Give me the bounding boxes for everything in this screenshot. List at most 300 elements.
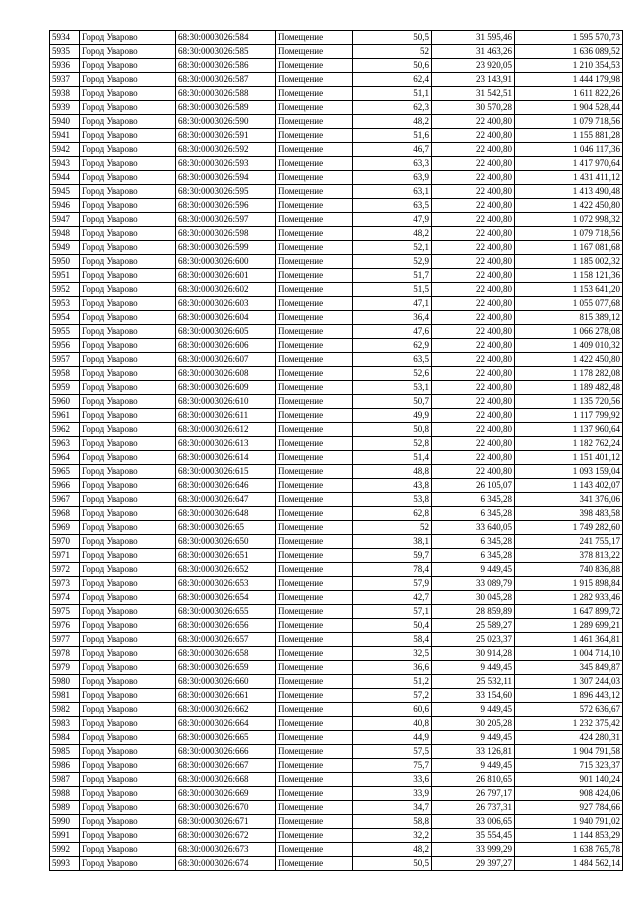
cadastral-value-cell: 1 749 282,60 — [515, 521, 623, 535]
object-type-cell: Помещение — [276, 283, 353, 297]
unit-price-cell: 22 400,80 — [432, 451, 515, 465]
area-cell: 33,9 — [353, 787, 432, 801]
area-cell: 63,3 — [353, 157, 432, 171]
unit-price-cell: 6 345,28 — [432, 493, 515, 507]
object-type-cell: Помещение — [276, 535, 353, 549]
cadastral-number-cell: 68:30:0003026:599 — [176, 241, 276, 255]
cadastral-value-cell: 1 066 278,08 — [515, 325, 623, 339]
cadastral-number-cell: 68:30:0003026:674 — [176, 857, 276, 871]
cadastral-number-cell: 68:30:0003026:653 — [176, 577, 276, 591]
cadastral-number-cell: 68:30:0003026:662 — [176, 703, 276, 717]
area-cell: 59,7 — [353, 549, 432, 563]
city-cell: Город Уварово — [80, 689, 176, 703]
area-cell: 51,1 — [353, 87, 432, 101]
table-row — [50, 521, 623, 535]
cadastral-number-cell: 68:30:0003026:661 — [176, 689, 276, 703]
object-type-cell: Помещение — [276, 115, 353, 129]
object-type-cell: Помещение — [276, 87, 353, 101]
cadastral-value-cell: 1 444 179,98 — [515, 73, 623, 87]
cadastral-number-cell: 68:30:0003026:585 — [176, 45, 276, 59]
cadastral-number-cell: 68:30:0003026:595 — [176, 185, 276, 199]
object-type-cell: Помещение — [276, 465, 353, 479]
cadastral-number-cell: 68:30:0003026:597 — [176, 213, 276, 227]
object-type-cell: Помещение — [276, 73, 353, 87]
unit-price-cell: 22 400,80 — [432, 437, 515, 451]
table-row — [50, 311, 623, 325]
cadastral-value-cell: 1 915 898,84 — [515, 577, 623, 591]
city-cell: Город Уварово — [80, 59, 176, 73]
area-cell: 57,1 — [353, 605, 432, 619]
row-number-cell: 5952 — [50, 283, 80, 297]
cadastral-number-cell: 68:30:0003026:587 — [176, 73, 276, 87]
table-row — [50, 633, 623, 647]
unit-price-cell: 25 023,37 — [432, 633, 515, 647]
table-row — [50, 619, 623, 633]
city-cell: Город Уварово — [80, 283, 176, 297]
cadastral-number-cell: 68:30:0003026:596 — [176, 199, 276, 213]
row-number-cell: 5955 — [50, 325, 80, 339]
table-row — [50, 759, 623, 773]
unit-price-cell: 23 143,91 — [432, 73, 515, 87]
object-type-cell: Помещение — [276, 815, 353, 829]
table-row — [50, 31, 623, 45]
unit-price-cell: 26 810,65 — [432, 773, 515, 787]
cadastral-number-cell: 68:30:0003026:670 — [176, 801, 276, 815]
city-cell: Город Уварово — [80, 31, 176, 45]
table-row — [50, 353, 623, 367]
cadastral-value-cell: 1 155 881,28 — [515, 129, 623, 143]
city-cell: Город Уварово — [80, 591, 176, 605]
table-row — [50, 409, 623, 423]
city-cell: Город Уварово — [80, 815, 176, 829]
unit-price-cell: 33 126,81 — [432, 745, 515, 759]
area-cell: 78,4 — [353, 563, 432, 577]
object-type-cell: Помещение — [276, 185, 353, 199]
cadastral-value-cell: 1 135 720,56 — [515, 395, 623, 409]
cadastral-value-cell: 1 647 899,72 — [515, 605, 623, 619]
cadastral-number-cell: 68:30:0003026:65 — [176, 521, 276, 535]
table-row — [50, 465, 623, 479]
area-cell: 62,8 — [353, 507, 432, 521]
object-type-cell: Помещение — [276, 45, 353, 59]
table-row — [50, 115, 623, 129]
table-row — [50, 787, 623, 801]
object-type-cell: Помещение — [276, 367, 353, 381]
row-number-cell: 5966 — [50, 479, 80, 493]
city-cell: Город Уварово — [80, 269, 176, 283]
area-cell: 53,1 — [353, 381, 432, 395]
table-row — [50, 535, 623, 549]
cadastral-number-cell: 68:30:0003026:594 — [176, 171, 276, 185]
cadastral-value-cell: 1 431 411,12 — [515, 171, 623, 185]
cadastral-value-cell: 1 178 282,08 — [515, 367, 623, 381]
object-type-cell: Помещение — [276, 647, 353, 661]
cadastral-value-cell: 740 836,88 — [515, 563, 623, 577]
area-cell: 44,9 — [353, 731, 432, 745]
row-number-cell: 5936 — [50, 59, 80, 73]
area-cell: 63,5 — [353, 353, 432, 367]
cadastral-number-cell: 68:30:0003026:593 — [176, 157, 276, 171]
cadastral-value-cell: 1 422 450,80 — [515, 199, 623, 213]
unit-price-cell: 9 449,45 — [432, 759, 515, 773]
city-cell: Город Уварово — [80, 45, 176, 59]
area-cell: 62,4 — [353, 73, 432, 87]
area-cell: 58,8 — [353, 815, 432, 829]
cadastral-value-cell: 1 210 354,53 — [515, 59, 623, 73]
area-cell: 51,4 — [353, 451, 432, 465]
area-cell: 47,6 — [353, 325, 432, 339]
cadastral-value-cell: 1 636 089,52 — [515, 45, 623, 59]
city-cell: Город Уварово — [80, 507, 176, 521]
table-row — [50, 325, 623, 339]
cadastral-value-cell: 1 413 490,48 — [515, 185, 623, 199]
row-number-cell: 5979 — [50, 661, 80, 675]
city-cell: Город Уварово — [80, 325, 176, 339]
row-number-cell: 5957 — [50, 353, 80, 367]
cadastral-value-cell: 1 144 853,29 — [515, 829, 623, 843]
object-type-cell: Помещение — [276, 563, 353, 577]
area-cell: 48,2 — [353, 843, 432, 857]
row-number-cell: 5984 — [50, 731, 80, 745]
cadastral-number-cell: 68:30:0003026:615 — [176, 465, 276, 479]
cadastral-value-cell: 1 167 081,68 — [515, 241, 623, 255]
row-number-cell: 5948 — [50, 227, 80, 241]
row-number-cell: 5980 — [50, 675, 80, 689]
city-cell: Город Уварово — [80, 423, 176, 437]
area-cell: 75,7 — [353, 759, 432, 773]
object-type-cell: Помещение — [276, 801, 353, 815]
area-cell: 48,2 — [353, 115, 432, 129]
city-cell: Город Уварово — [80, 339, 176, 353]
cadastral-number-cell: 68:30:0003026:610 — [176, 395, 276, 409]
cadastral-number-cell: 68:30:0003026:611 — [176, 409, 276, 423]
row-number-cell: 5991 — [50, 829, 80, 843]
table-row — [50, 381, 623, 395]
city-cell: Город Уварово — [80, 73, 176, 87]
table-row — [50, 843, 623, 857]
cadastral-value-cell: 815 389,12 — [515, 311, 623, 325]
row-number-cell: 5941 — [50, 129, 80, 143]
unit-price-cell: 28 859,89 — [432, 605, 515, 619]
cadastral-value-cell: 1 409 010,32 — [515, 339, 623, 353]
area-cell: 51,7 — [353, 269, 432, 283]
area-cell: 36,4 — [353, 311, 432, 325]
unit-price-cell: 22 400,80 — [432, 353, 515, 367]
cadastral-value-cell: 1 461 364,81 — [515, 633, 623, 647]
table-row — [50, 493, 623, 507]
city-cell: Город Уварово — [80, 143, 176, 157]
unit-price-cell: 22 400,80 — [432, 423, 515, 437]
area-cell: 51,2 — [353, 675, 432, 689]
table-row — [50, 339, 623, 353]
city-cell: Город Уварово — [80, 647, 176, 661]
object-type-cell: Помещение — [276, 633, 353, 647]
cadastral-value-cell: 1 158 121,36 — [515, 269, 623, 283]
cadastral-value-cell: 424 280,31 — [515, 731, 623, 745]
row-number-cell: 5940 — [50, 115, 80, 129]
unit-price-cell: 22 400,80 — [432, 269, 515, 283]
area-cell: 50,5 — [353, 31, 432, 45]
cadastral-number-cell: 68:30:0003026:648 — [176, 507, 276, 521]
cadastral-number-cell: 68:30:0003026:588 — [176, 87, 276, 101]
cadastral-value-cell: 1 282 933,46 — [515, 591, 623, 605]
table-row — [50, 647, 623, 661]
table-row — [50, 269, 623, 283]
city-cell: Город Уварово — [80, 549, 176, 563]
row-number-cell: 5951 — [50, 269, 80, 283]
cadastral-number-cell: 68:30:0003026:658 — [176, 647, 276, 661]
object-type-cell: Помещение — [276, 829, 353, 843]
unit-price-cell: 9 449,45 — [432, 661, 515, 675]
unit-price-cell: 33 640,05 — [432, 521, 515, 535]
unit-price-cell: 22 400,80 — [432, 283, 515, 297]
row-number-cell: 5954 — [50, 311, 80, 325]
table-row — [50, 213, 623, 227]
area-cell: 48,8 — [353, 465, 432, 479]
area-cell: 50,8 — [353, 423, 432, 437]
row-number-cell: 5938 — [50, 87, 80, 101]
row-number-cell: 5982 — [50, 703, 80, 717]
unit-price-cell: 35 554,45 — [432, 829, 515, 843]
city-cell: Город Уварово — [80, 717, 176, 731]
cadastral-number-cell: 68:30:0003026:655 — [176, 605, 276, 619]
unit-price-cell: 22 400,80 — [432, 255, 515, 269]
unit-price-cell: 22 400,80 — [432, 171, 515, 185]
cadastral-number-cell: 68:30:0003026:647 — [176, 493, 276, 507]
area-cell: 50,5 — [353, 857, 432, 871]
city-cell: Город Уварово — [80, 605, 176, 619]
unit-price-cell: 22 400,80 — [432, 241, 515, 255]
object-type-cell: Помещение — [276, 437, 353, 451]
unit-price-cell: 22 400,80 — [432, 465, 515, 479]
cadastral-value-cell: 1 079 718,56 — [515, 227, 623, 241]
object-type-cell: Помещение — [276, 773, 353, 787]
table-row — [50, 185, 623, 199]
object-type-cell: Помещение — [276, 787, 353, 801]
area-cell: 49,9 — [353, 409, 432, 423]
cadastral-number-cell: 68:30:0003026:654 — [176, 591, 276, 605]
table-row — [50, 857, 623, 871]
row-number-cell: 5947 — [50, 213, 80, 227]
area-cell: 63,1 — [353, 185, 432, 199]
table-row — [50, 297, 623, 311]
city-cell: Город Уварово — [80, 213, 176, 227]
area-cell: 57,2 — [353, 689, 432, 703]
table-row — [50, 451, 623, 465]
table-row — [50, 129, 623, 143]
city-cell: Город Уварово — [80, 101, 176, 115]
table-row — [50, 395, 623, 409]
cadastral-number-cell: 68:30:0003026:602 — [176, 283, 276, 297]
area-cell: 43,8 — [353, 479, 432, 493]
row-number-cell: 5939 — [50, 101, 80, 115]
cadastral-value-cell: 1 904 528,44 — [515, 101, 623, 115]
city-cell: Город Уварово — [80, 661, 176, 675]
cadastral-number-cell: 68:30:0003026:592 — [176, 143, 276, 157]
unit-price-cell: 33 089,79 — [432, 577, 515, 591]
row-number-cell: 5968 — [50, 507, 80, 521]
table-row — [50, 731, 623, 745]
table-row — [50, 255, 623, 269]
cadastral-number-cell: 68:30:0003026:607 — [176, 353, 276, 367]
cadastral-value-cell: 378 813,22 — [515, 549, 623, 563]
cadastral-value-cell: 1 307 244,03 — [515, 675, 623, 689]
object-type-cell: Помещение — [276, 129, 353, 143]
city-cell: Город Уварово — [80, 535, 176, 549]
cadastral-value-cell: 1 151 401,12 — [515, 451, 623, 465]
unit-price-cell: 25 532,11 — [432, 675, 515, 689]
row-number-cell: 5934 — [50, 31, 80, 45]
row-number-cell: 5935 — [50, 45, 80, 59]
unit-price-cell: 25 589,27 — [432, 619, 515, 633]
row-number-cell: 5967 — [50, 493, 80, 507]
cadastral-number-cell: 68:30:0003026:666 — [176, 745, 276, 759]
city-cell: Город Уварово — [80, 773, 176, 787]
cadastral-value-cell: 1 117 799,92 — [515, 409, 623, 423]
cadastral-value-cell: 1 072 998,32 — [515, 213, 623, 227]
cadastral-number-cell: 68:30:0003026:591 — [176, 129, 276, 143]
city-cell: Город Уварово — [80, 745, 176, 759]
area-cell: 53,8 — [353, 493, 432, 507]
cadastral-value-cell: 1 055 077,68 — [515, 297, 623, 311]
table-row — [50, 549, 623, 563]
city-cell: Город Уварово — [80, 241, 176, 255]
object-type-cell: Помещение — [276, 227, 353, 241]
area-cell: 52,9 — [353, 255, 432, 269]
cadastral-value-cell: 1 232 375,42 — [515, 717, 623, 731]
table-row — [50, 101, 623, 115]
row-number-cell: 5969 — [50, 521, 80, 535]
cadastral-number-cell: 68:30:0003026:668 — [176, 773, 276, 787]
city-cell: Город Уварово — [80, 493, 176, 507]
unit-price-cell: 22 400,80 — [432, 395, 515, 409]
city-cell: Город Уварово — [80, 633, 176, 647]
object-type-cell: Помещение — [276, 745, 353, 759]
table-row — [50, 829, 623, 843]
unit-price-cell: 33 154,60 — [432, 689, 515, 703]
object-type-cell: Помещение — [276, 255, 353, 269]
city-cell: Город Уварово — [80, 409, 176, 423]
object-type-cell: Помещение — [276, 31, 353, 45]
cadastral-value-cell: 1 422 450,80 — [515, 353, 623, 367]
area-cell: 52,8 — [353, 437, 432, 451]
cadastral-number-cell: 68:30:0003026:613 — [176, 437, 276, 451]
cadastral-value-cell: 345 849,87 — [515, 661, 623, 675]
cadastral-value-cell: 1 417 970,64 — [515, 157, 623, 171]
object-type-cell: Помещение — [276, 703, 353, 717]
cadastral-value-cell: 1 046 117,36 — [515, 143, 623, 157]
table-row — [50, 745, 623, 759]
unit-price-cell: 30 045,28 — [432, 591, 515, 605]
unit-price-cell: 22 400,80 — [432, 129, 515, 143]
object-type-cell: Помещение — [276, 479, 353, 493]
table-row — [50, 423, 623, 437]
city-cell: Город Уварово — [80, 353, 176, 367]
cadastral-number-cell: 68:30:0003026:609 — [176, 381, 276, 395]
row-number-cell: 5944 — [50, 171, 80, 185]
city-cell: Город Уварово — [80, 787, 176, 801]
object-type-cell: Помещение — [276, 59, 353, 73]
unit-price-cell: 9 449,45 — [432, 731, 515, 745]
cadastral-value-cell: 398 483,58 — [515, 507, 623, 521]
area-cell: 63,9 — [353, 171, 432, 185]
area-cell: 57,5 — [353, 745, 432, 759]
cadastral-number-cell: 68:30:0003026:586 — [176, 59, 276, 73]
table-row — [50, 199, 623, 213]
object-type-cell: Помещение — [276, 171, 353, 185]
cadastral-number-cell: 68:30:0003026:664 — [176, 717, 276, 731]
cadastral-number-cell: 68:30:0003026:657 — [176, 633, 276, 647]
city-cell: Город Уварово — [80, 857, 176, 871]
cadastral-number-cell: 68:30:0003026:584 — [176, 31, 276, 45]
cadastral-number-cell: 68:30:0003026:603 — [176, 297, 276, 311]
unit-price-cell: 33 006,65 — [432, 815, 515, 829]
area-cell: 47,1 — [353, 297, 432, 311]
cadastral-value-cell: 1 189 482,48 — [515, 381, 623, 395]
city-cell: Город Уварово — [80, 381, 176, 395]
cadastral-number-cell: 68:30:0003026:660 — [176, 675, 276, 689]
cadastral-value-cell: 1 182 762,24 — [515, 437, 623, 451]
cadastral-number-cell: 68:30:0003026:650 — [176, 535, 276, 549]
object-type-cell: Помещение — [276, 381, 353, 395]
row-number-cell: 5949 — [50, 241, 80, 255]
row-number-cell: 5960 — [50, 395, 80, 409]
object-type-cell: Помещение — [276, 451, 353, 465]
area-cell: 60,6 — [353, 703, 432, 717]
city-cell: Город Уварово — [80, 395, 176, 409]
unit-price-cell: 22 400,80 — [432, 115, 515, 129]
row-number-cell: 5945 — [50, 185, 80, 199]
object-type-cell: Помещение — [276, 213, 353, 227]
city-cell: Город Уварово — [80, 563, 176, 577]
city-cell: Город Уварово — [80, 479, 176, 493]
unit-price-cell: 29 397,27 — [432, 857, 515, 871]
cadastral-value-cell: 1 611 822,26 — [515, 87, 623, 101]
city-cell: Город Уварово — [80, 129, 176, 143]
city-cell: Город Уварово — [80, 675, 176, 689]
unit-price-cell: 6 345,28 — [432, 535, 515, 549]
row-number-cell: 5990 — [50, 815, 80, 829]
row-number-cell: 5964 — [50, 451, 80, 465]
cadastral-number-cell: 68:30:0003026:606 — [176, 339, 276, 353]
cadastral-value-cell: 1 153 641,20 — [515, 283, 623, 297]
area-cell: 36,6 — [353, 661, 432, 675]
unit-price-cell: 22 400,80 — [432, 409, 515, 423]
unit-price-cell: 22 400,80 — [432, 311, 515, 325]
cadastral-number-cell: 68:30:0003026:652 — [176, 563, 276, 577]
cadastral-number-cell: 68:30:0003026:608 — [176, 367, 276, 381]
unit-price-cell: 22 400,80 — [432, 157, 515, 171]
row-number-cell: 5943 — [50, 157, 80, 171]
object-type-cell: Помещение — [276, 619, 353, 633]
row-number-cell: 5971 — [50, 549, 80, 563]
row-number-cell: 5958 — [50, 367, 80, 381]
unit-price-cell: 31 463,26 — [432, 45, 515, 59]
city-cell: Город Уварово — [80, 311, 176, 325]
cadastral-value-cell: 1 079 718,56 — [515, 115, 623, 129]
table-row — [50, 605, 623, 619]
unit-price-cell: 22 400,80 — [432, 325, 515, 339]
table-row — [50, 283, 623, 297]
cadastral-number-cell: 68:30:0003026:646 — [176, 479, 276, 493]
row-number-cell: 5993 — [50, 857, 80, 871]
row-number-cell: 5937 — [50, 73, 80, 87]
unit-price-cell: 30 914,28 — [432, 647, 515, 661]
row-number-cell: 5992 — [50, 843, 80, 857]
area-cell: 34,7 — [353, 801, 432, 815]
cadastral-number-cell: 68:30:0003026:604 — [176, 311, 276, 325]
unit-price-cell: 30 205,28 — [432, 717, 515, 731]
